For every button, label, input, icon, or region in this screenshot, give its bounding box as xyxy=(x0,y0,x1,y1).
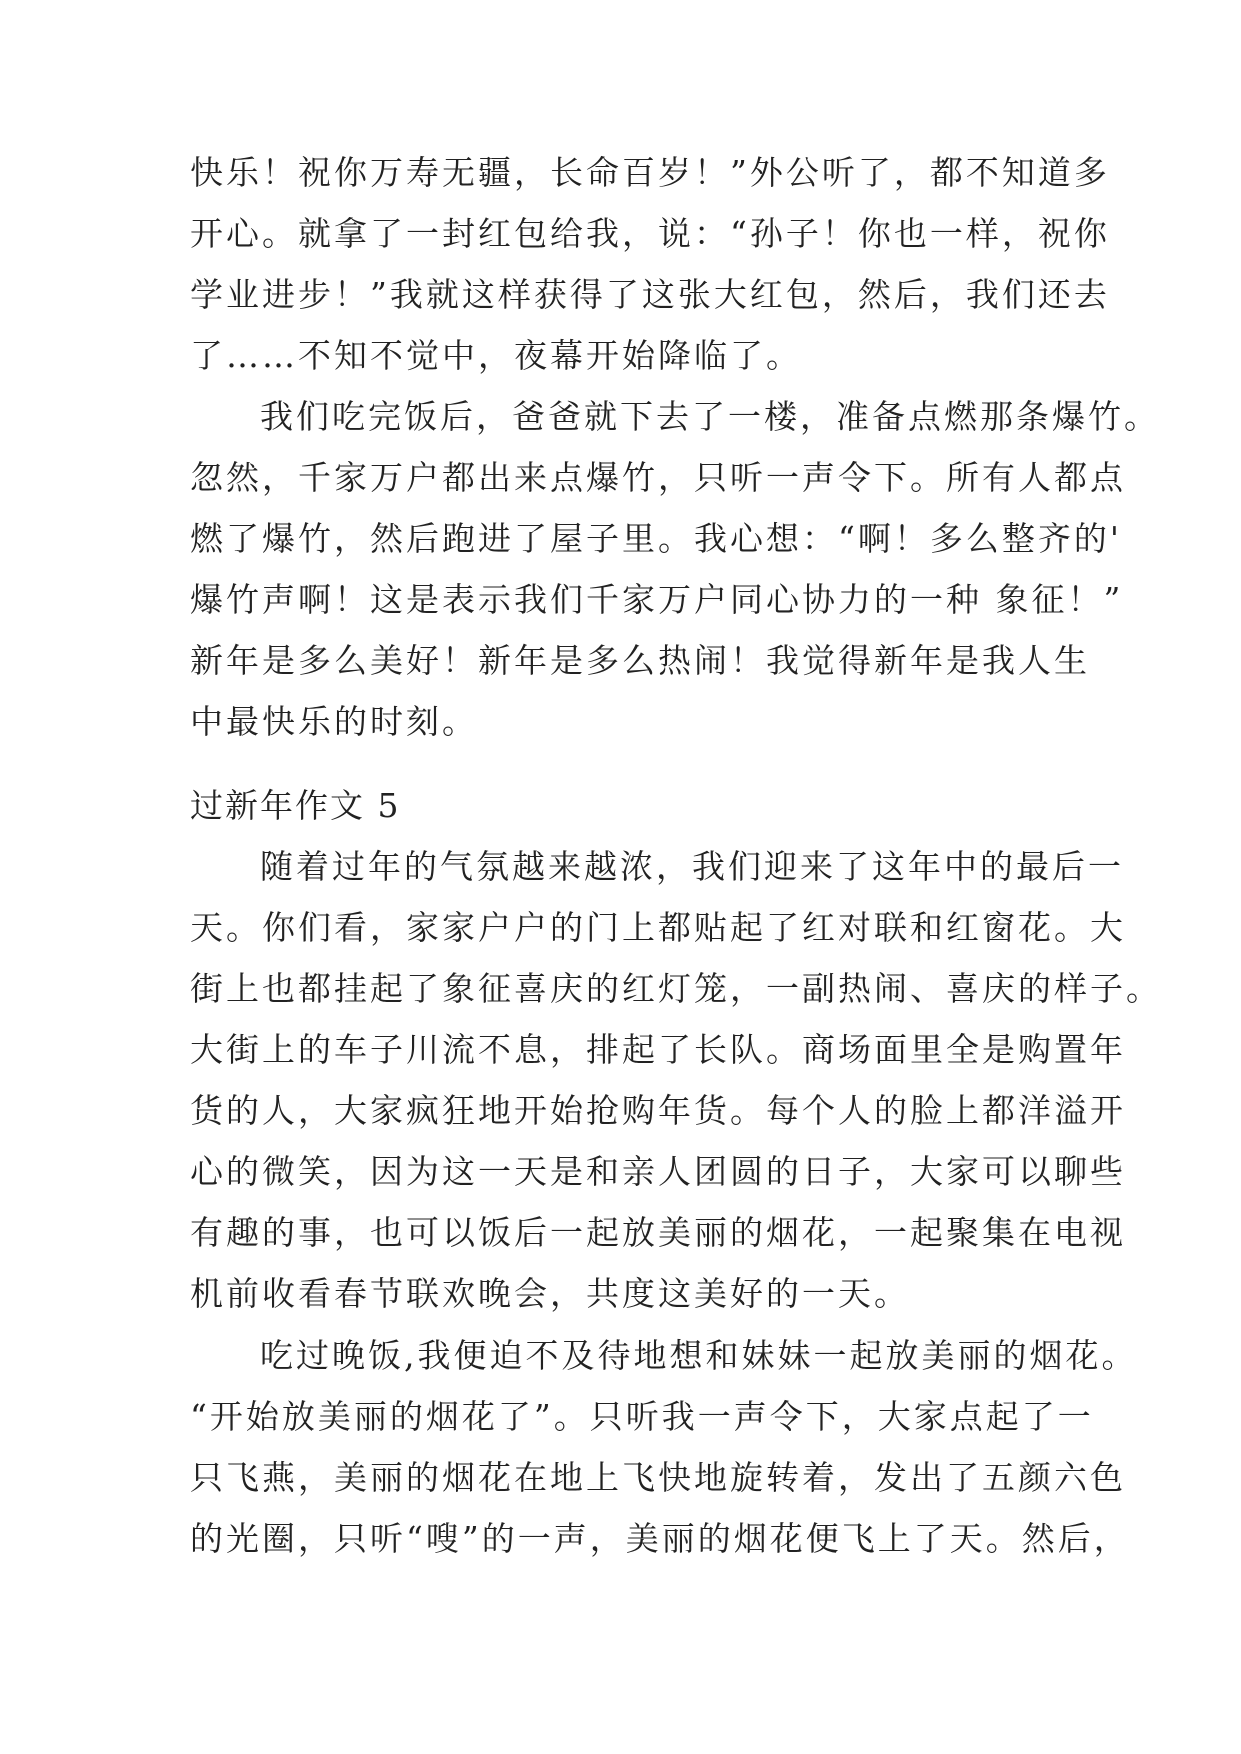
text-line: 我们吃完饭后，爸爸就下去了一楼，准备点燃那条爆竹。 xyxy=(260,397,1160,436)
text-line: 学业进步！”我就这样获得了这张大红包，然后，我们还去 xyxy=(190,275,1110,314)
text-line: 了……不知不觉中，夜幕开始降临了。 xyxy=(190,336,802,375)
text-line: “开始放美丽的烟花了”。只听我一声令下，大家点起了一 xyxy=(190,1397,1094,1436)
text-line: 大街上的车子川流不息，排起了长队。商场面里全是购置年 xyxy=(190,1030,1126,1069)
essay-paragraph-1 xyxy=(190,836,1162,1324)
paragraph-continued xyxy=(190,142,1110,386)
text-line: 心的微笑，因为这一天是和亲人团圆的日子，大家可以聊些 xyxy=(190,1152,1126,1191)
text-line: 的光圈，只听“嗖”的一声，美丽的烟花便飞上了天。然后， xyxy=(190,1519,1130,1558)
essay-paragraph-2 xyxy=(190,1325,1138,1569)
essay-title: 过新年作文 5 xyxy=(190,786,401,825)
text-line: 开心。就拿了一封红包给我，说：“孙子！你也一样，祝你 xyxy=(190,214,1110,253)
text-line: 街上也都挂起了象征喜庆的红灯笼，一副热闹、喜庆的样子。 xyxy=(190,969,1162,1008)
text-line: 天。你们看，家家户户的门上都贴起了红对联和红窗花。大 xyxy=(190,908,1126,947)
text-line: 货的人，大家疯狂地开始抢购年货。每个人的脸上都洋溢开 xyxy=(190,1091,1126,1130)
text-line: 快乐！祝你万寿无疆，长命百岁！”外公听了，都不知道多 xyxy=(190,153,1110,192)
text-line: 有趣的事，也可以饭后一起放美丽的烟花，一起聚集在电视 xyxy=(190,1213,1126,1252)
text-line: 随着过年的气氛越来越浓，我们迎来了这年中的最后一 xyxy=(260,847,1124,886)
text-line: 燃了爆竹，然后跑进了屋子里。我心想：“啊！多么整齐的' xyxy=(190,519,1122,558)
text-line: 中最快乐的时刻。 xyxy=(190,702,478,741)
text-line: 只飞燕，美丽的烟花在地上飞快地旋转着，发出了五颜六色 xyxy=(190,1458,1126,1497)
paragraph-firecrackers xyxy=(190,386,1160,752)
text-line: 吃过晚饭,我便迫不及待地想和妹妹一起放美丽的烟花。 xyxy=(260,1336,1138,1375)
text-line: 忽然，千家万户都出来点爆竹，只听一声令下。所有人都点 xyxy=(190,458,1126,497)
text-line: 爆竹声啊！这是表示我们千家万户同心协力的一种 象征！” xyxy=(190,580,1124,619)
text-line: 机前收看春节联欢晚会，共度这美好的一天。 xyxy=(190,1274,910,1313)
text-line: 新年是多么美好！新年是多么热闹！我觉得新年是我人生 xyxy=(190,641,1090,680)
